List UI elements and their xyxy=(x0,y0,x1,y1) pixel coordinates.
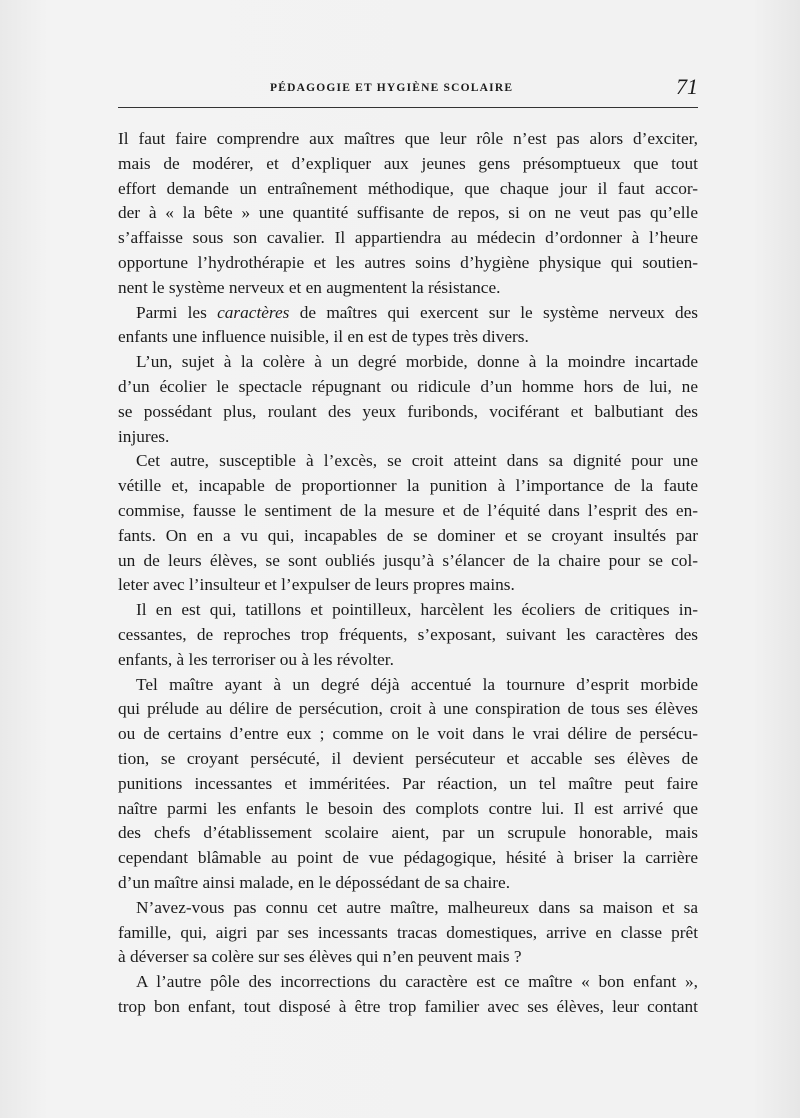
text-line: trop bon enfant, tout disposé à être trop familier avec ses élèves, leur contant xyxy=(118,996,698,1016)
text-line: leter avec l’insulteur et l’expulser de leurs propres mains. xyxy=(118,575,515,595)
text-line: nent le système nerveux et en augmentent la résistance. xyxy=(118,277,501,297)
text-line: mais de modérer, et d’expliquer aux jeunes gens présomptueux que tout xyxy=(118,153,698,173)
paragraph xyxy=(118,350,698,449)
paragraph xyxy=(118,970,698,1020)
page-header xyxy=(118,72,698,102)
paragraph xyxy=(118,896,698,970)
text-line: commise, fausse le sentiment de la mesure et de l’équité dans l’esprit des en- xyxy=(118,500,698,520)
text-line: cependant blâmable au point de vue pédagogique, hésité à briser la carrière xyxy=(118,848,698,868)
text-line: d’un écolier le spectacle répugnant ou ridicule d’un homme hors de lui, ne xyxy=(118,376,698,396)
paragraph xyxy=(118,673,698,896)
text-line: s’affaisse sous son cavalier. Il appartiendra au médecin d’ordonner à l’heure xyxy=(118,228,698,248)
text-line: effort demande un entraînement méthodique, que chaque jour il faut accor- xyxy=(118,178,698,198)
text-line: ou de certains d’entre eux ; comme on le voit dans le vrai délire de persécu- xyxy=(118,724,698,744)
text-line: famille, qui, aigri par ses incessants tracas domestiques, arrive en classe prêt xyxy=(118,922,698,942)
text-line: injures. xyxy=(118,426,170,446)
text-run: Parmi les xyxy=(136,302,218,322)
text-line: A l’autre pôle des incorrections du caractère est ce maître « bon enfant », xyxy=(136,972,698,992)
header-rule xyxy=(118,107,698,108)
italic-word: caractères xyxy=(217,302,290,322)
text-line: tion, se croyant persécuté, il devient persécuteur et accable ses élèves de xyxy=(118,748,698,768)
paragraph xyxy=(118,449,698,598)
running-title: PÉDAGOGIE ET HYGIÈNE SCOLAIRE xyxy=(270,82,514,94)
paragraph xyxy=(118,301,698,351)
text-line: se possédant plus, roulant des yeux furibonds, vociférant et balbutiant des xyxy=(118,401,698,421)
text-line: Cet autre, susceptible à l’excès, se croit atteint dans sa dignité pour une xyxy=(136,451,698,471)
text-line xyxy=(118,301,698,326)
text-line: naître parmi les enfants le besoin des complots contre lui. Il est arrivé que xyxy=(118,798,698,818)
page-number: 71 xyxy=(676,74,698,99)
text-line: L’un, sujet à la colère à un degré morbide, donne à la moindre incartade xyxy=(136,352,698,372)
text-line: enfants, à les terroriser ou à les révolter. xyxy=(118,649,394,669)
text-line: Il faut faire comprendre aux maîtres que leur rôle n’est pas alors d’exciter, xyxy=(118,129,698,148)
body-text xyxy=(118,127,698,1020)
text-line: un de leurs élèves, se sont oubliés jusqu’à s’élancer de la chaire pour se col- xyxy=(118,550,698,570)
text-run: de maîtres qui exercent sur le système nerveux des xyxy=(289,302,698,322)
text-line: cessantes, de reproches trop fréquents, s’exposant, suivant les caractères des xyxy=(118,624,698,644)
text-line: qui prélude au délire de persécution, croit à une conspiration de tous ses élèves xyxy=(118,699,698,719)
text-line: N’avez-vous pas connu cet autre maître, malheureux dans sa maison et sa xyxy=(136,897,698,917)
text-line: opportune l’hydrothérapie et les autres soins d’hygiène physique qui soutien- xyxy=(118,252,698,272)
text-line: à déverser sa colère sur ses élèves qui n’en peuvent mais ? xyxy=(118,947,522,967)
text-line: enfants une influence nuisible, il en est de types très divers. xyxy=(118,327,529,347)
paragraph xyxy=(118,127,698,301)
text-line-with-italic xyxy=(136,303,698,322)
text-line: der à « la bête » une quantité suffisante de repos, si on ne veut pas qu’elle xyxy=(118,203,698,223)
text-line: Tel maître ayant à un degré déjà accentué la tournure d’esprit morbide xyxy=(136,674,698,694)
text-line: Il en est qui, tatillons et pointilleux, harcèlent les écoliers de critiques in- xyxy=(136,600,698,620)
text-line: vétille et, incapable de proportionner la punition à l’importance de la faute xyxy=(118,476,698,496)
text-line: fants. On en a vu qui, incapables de se dominer et se croyant insultés par xyxy=(118,525,698,545)
paragraph xyxy=(118,598,698,672)
text-line: d’un maître ainsi malade, en le dépossédant de sa chaire. xyxy=(118,872,511,892)
text-line: des chefs d’établissement scolaire aient, par un scrupule honorable, mais xyxy=(118,823,698,843)
text-line: punitions incessantes et imméritées. Par réaction, un tel maître peut faire xyxy=(118,773,698,793)
